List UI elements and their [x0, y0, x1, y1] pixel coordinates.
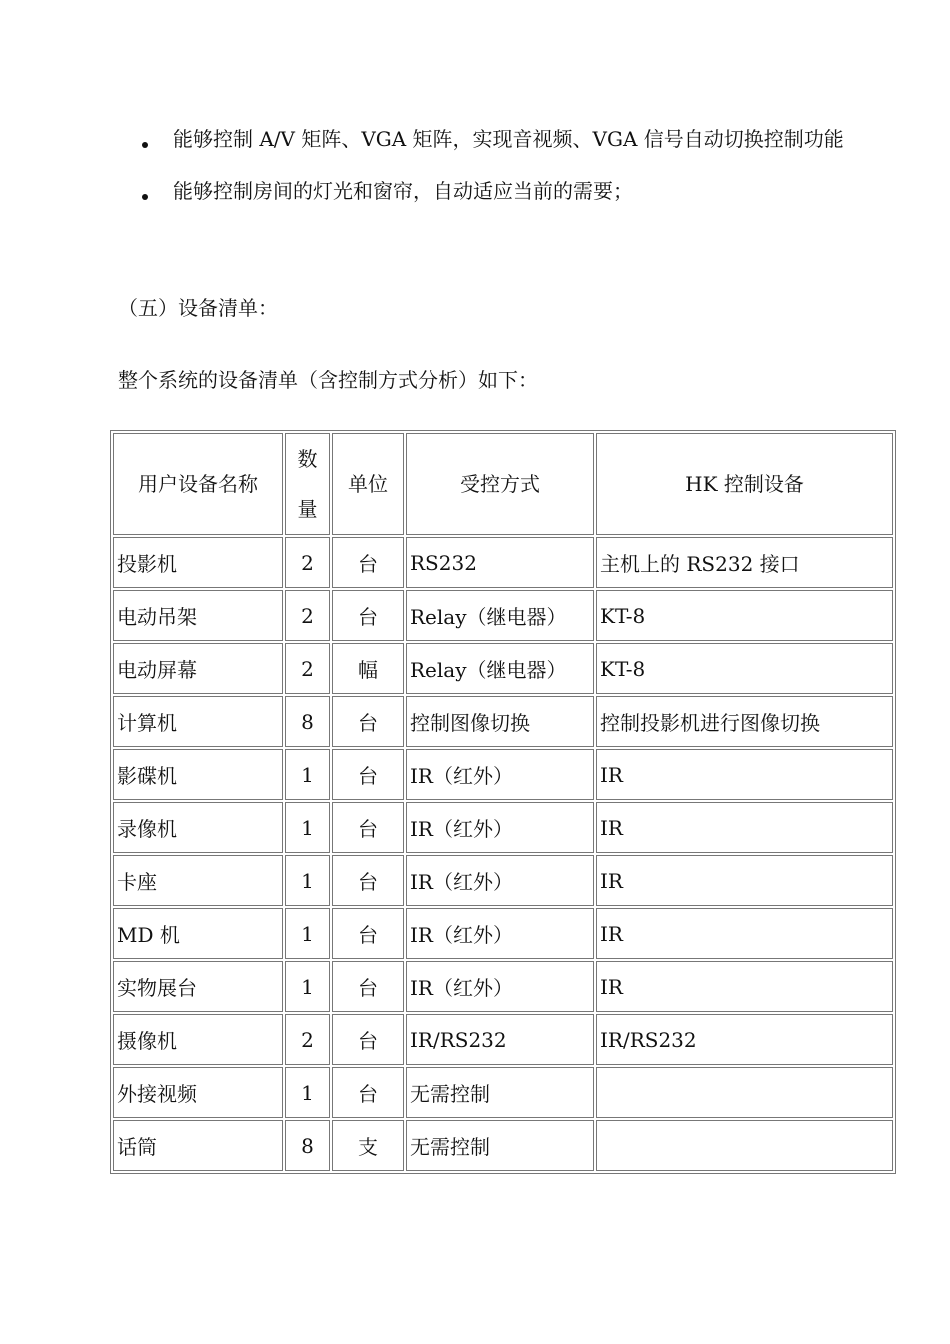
cell-control-mode: Relay（继电器）	[406, 643, 594, 694]
cell-control-mode: 控制图像切换	[406, 696, 594, 747]
cell-unit: 台	[332, 749, 404, 800]
cell-device-name: 影碟机	[113, 749, 283, 800]
cell-device-name: 电动屏幕	[113, 643, 283, 694]
table-row	[113, 1120, 893, 1171]
cell-device-name: 摄像机	[113, 1014, 283, 1065]
cell-device-name: 话筒	[113, 1120, 283, 1171]
cell-quantity: 2	[285, 1014, 330, 1065]
cell-quantity: 1	[285, 855, 330, 906]
cell-control-mode: RS232	[406, 537, 594, 588]
cell-hk-device: IR	[596, 961, 893, 1012]
cell-device-name: 录像机	[113, 802, 283, 853]
cell-control-mode: IR（红外）	[406, 855, 594, 906]
cell-unit: 台	[332, 537, 404, 588]
cell-unit: 台	[332, 802, 404, 853]
bullet-dot-icon	[142, 142, 148, 148]
cell-quantity: 2	[285, 537, 330, 588]
table-row	[113, 961, 893, 1012]
cell-hk-device: KT-8	[596, 643, 893, 694]
table-row	[113, 802, 893, 853]
header-quantity-label: 数量	[297, 447, 318, 521]
header-control-mode: 受控方式	[406, 433, 594, 535]
table-row	[113, 643, 893, 694]
cell-quantity: 1	[285, 802, 330, 853]
cell-device-name: 计算机	[113, 696, 283, 747]
cell-unit: 幅	[332, 643, 404, 694]
table-header-row	[113, 433, 893, 535]
cell-unit: 台	[332, 696, 404, 747]
cell-quantity: 2	[285, 643, 330, 694]
table-row	[113, 696, 893, 747]
cell-control-mode: 无需控制	[406, 1067, 594, 1118]
cell-unit: 台	[332, 590, 404, 641]
cell-unit: 台	[332, 1014, 404, 1065]
cell-quantity: 8	[285, 696, 330, 747]
cell-hk-device	[596, 1120, 893, 1171]
cell-hk-device: IR/RS232	[596, 1014, 893, 1065]
cell-unit: 台	[332, 1067, 404, 1118]
cell-device-name: 卡座	[113, 855, 283, 906]
cell-quantity: 1	[285, 749, 330, 800]
bullet-item	[140, 166, 880, 216]
cell-hk-device: IR	[596, 802, 893, 853]
cell-hk-device: KT-8	[596, 590, 893, 641]
cell-hk-device: IR	[596, 908, 893, 959]
section-heading: （五）设备清单：	[118, 296, 278, 320]
header-hk-device: HK 控制设备	[596, 433, 893, 535]
table-row	[113, 590, 893, 641]
bullet-list	[140, 114, 880, 218]
bullet-text: 能够控制房间的灯光和窗帘，自动适应当前的需要；	[173, 179, 633, 203]
header-quantity	[285, 433, 330, 535]
header-device-name: 用户设备名称	[113, 433, 283, 535]
cell-device-name: MD 机	[113, 908, 283, 959]
cell-control-mode: IR（红外）	[406, 802, 594, 853]
table-row	[113, 1067, 893, 1118]
cell-control-mode: 无需控制	[406, 1120, 594, 1171]
cell-control-mode: IR（红外）	[406, 749, 594, 800]
bullet-dot-icon	[142, 194, 148, 200]
cell-control-mode: IR/RS232	[406, 1014, 594, 1065]
cell-quantity: 1	[285, 908, 330, 959]
cell-quantity: 8	[285, 1120, 330, 1171]
table-row	[113, 908, 893, 959]
cell-control-mode: IR（红外）	[406, 961, 594, 1012]
header-unit: 单位	[332, 433, 404, 535]
cell-unit: 台	[332, 855, 404, 906]
bullet-item	[140, 114, 880, 164]
cell-unit: 台	[332, 908, 404, 959]
cell-device-name: 实物展台	[113, 961, 283, 1012]
table-row	[113, 749, 893, 800]
cell-quantity: 1	[285, 961, 330, 1012]
equipment-table	[110, 430, 896, 1174]
table-row	[113, 537, 893, 588]
cell-hk-device	[596, 1067, 893, 1118]
cell-unit: 支	[332, 1120, 404, 1171]
cell-device-name: 投影机	[113, 537, 283, 588]
bullet-text: 能够控制 A/V 矩阵、VGA 矩阵，实现音视频、VGA 信号自动切换控制功能	[173, 127, 844, 151]
cell-quantity: 2	[285, 590, 330, 641]
cell-quantity: 1	[285, 1067, 330, 1118]
table-row	[113, 855, 893, 906]
table-row	[113, 1014, 893, 1065]
cell-hk-device: 主机上的 RS232 接口	[596, 537, 893, 588]
cell-control-mode: IR（红外）	[406, 908, 594, 959]
cell-control-mode: Relay（继电器）	[406, 590, 594, 641]
cell-unit: 台	[332, 961, 404, 1012]
cell-device-name: 电动吊架	[113, 590, 283, 641]
cell-hk-device: 控制投影机进行图像切换	[596, 696, 893, 747]
cell-hk-device: IR	[596, 855, 893, 906]
cell-hk-device: IR	[596, 749, 893, 800]
intro-text: 整个系统的设备清单（含控制方式分析）如下：	[118, 368, 538, 392]
cell-device-name: 外接视频	[113, 1067, 283, 1118]
